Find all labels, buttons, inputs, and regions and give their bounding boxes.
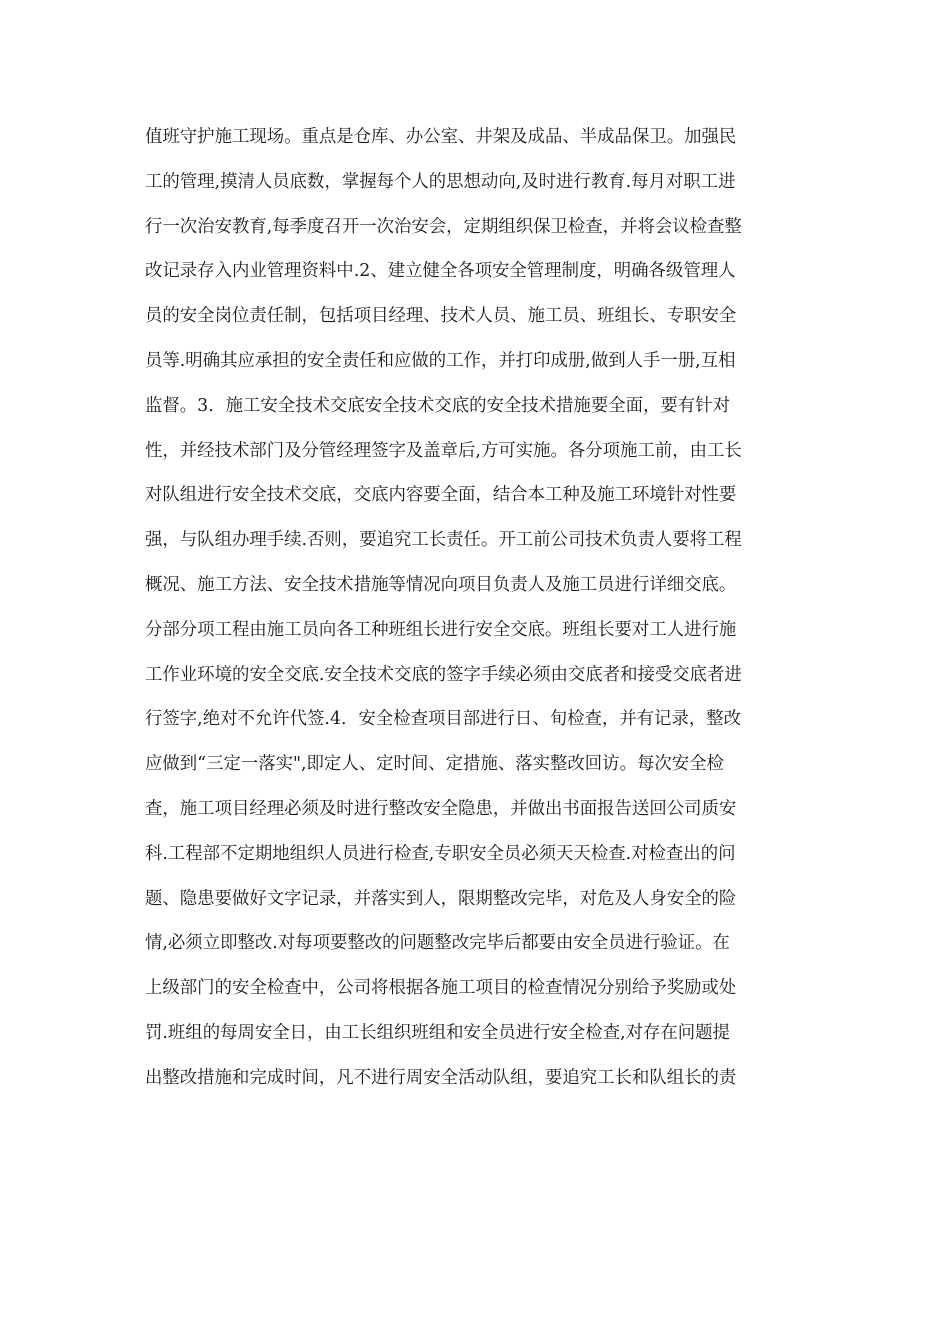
text-line: 行一次治安教育,每季度召开一次治安会，定期组织保卫检查，并将会议检查整 — [145, 216, 742, 237]
text-line: 罚.班组的每周安全日，由工长组织班组和安全员进行安全检查,对存在问题提 — [145, 1022, 730, 1043]
text-line: 值班守护施工现场。重点是仓库、办公室、井架及成品、半成品保卫。加强民 — [145, 127, 737, 147]
text-line: 监督。3．施工安全技术交底安全技术交底的安全技术措施要全面，要有针对 — [145, 395, 730, 416]
body-text — [145, 121, 825, 1107]
text-line: 工作业环境的安全交底.安全技术交底的签字手续必须由交底者和接受交底者进 — [145, 664, 742, 685]
text-line: 工的管理,摸清人员底数，掌握每个人的思想动向,及时进行教育.每月对职工进 — [145, 171, 736, 192]
text-line: 员等.明确其应承担的安全责任和应做的工作，并打印成册,做到人手一册,互相 — [145, 350, 736, 371]
text-line: 应做到“三定一落实",即定人、定时间、定措施、落实整改回访。每次安全检 — [145, 754, 724, 775]
text-line: 题、隐患要做好文字记录，并落实到人，限期整改完毕，对危及人身安全的险 — [145, 888, 737, 909]
text-line: 员的安全岗位责任制，包括项目经理、技术人员、施工员、班组长、专职安全 — [145, 306, 737, 327]
text-line: 性，并经技术部门及分管经理签字及盖章后,方可实施。各分项施工前，由工长 — [145, 440, 742, 461]
text-line: 科.工程部不定期地组织人员进行检查,专职安全员必须天天检查.对检查出的问 — [145, 843, 736, 864]
text-line: 改记录存入内业管理资料中.2、建立健全各项安全管理制度，明确各级管理人 — [145, 261, 736, 282]
text-line: 分部分项工程由施工员向各工种班组长进行安全交底。班组长要对工人进行施 — [145, 619, 737, 640]
text-line: 对队组进行安全技术交底，交底内容要全面，结合本工种及施工环境针对性要 — [145, 485, 737, 506]
text-line: 强，与队组办理手续.否则，要追究工长责任。开工前公司技术负责人要将工程 — [145, 530, 742, 551]
text-line: 行签字,绝对不允许代签.4．安全检查项目部进行日、旬检查，并有记录，整改 — [145, 709, 742, 730]
text-line: 概况、施工方法、安全技术措施等情况向项目负责人及施工员进行详细交底。 — [145, 574, 737, 595]
text-line: 情,必须立即整改.对每项要整改的问题整改完毕后都要由安全员进行验证。在 — [145, 933, 730, 954]
text-line: 查，施工项目经理必须及时进行整改安全隐患，并做出书面报告送回公司质安 — [145, 798, 737, 819]
text-line: 上级部门的安全检查中，公司将根据各施工项目的检查情况分别给予奖励或处 — [145, 978, 737, 999]
text-line: 出整改措施和完成时间，凡不进行周安全活动队组，要追究工长和队组长的责 — [145, 1067, 737, 1088]
